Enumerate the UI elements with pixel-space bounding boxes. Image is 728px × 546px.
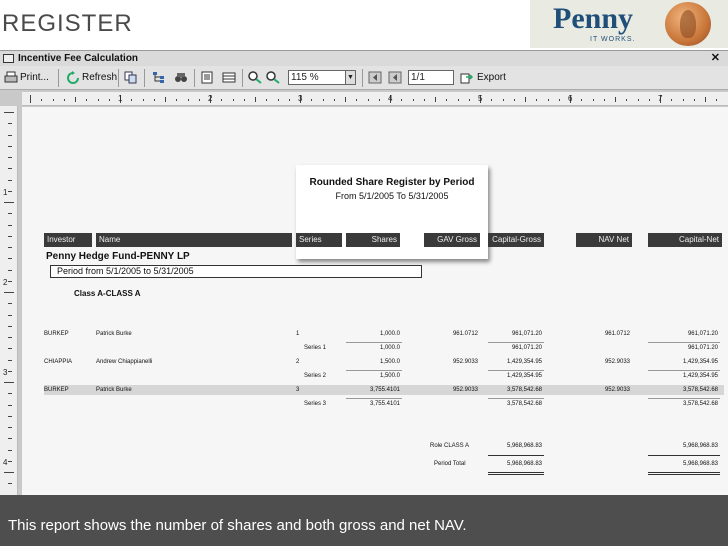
total-rule	[648, 472, 720, 473]
subtotal-rule	[648, 455, 720, 456]
class-label: Class A-CLASS A	[74, 289, 141, 298]
refresh-button[interactable]: Refresh	[82, 72, 118, 83]
register-cell-investor: BURKEP	[44, 387, 69, 393]
ruler-tick	[615, 97, 616, 102]
ruler-tick	[165, 97, 166, 102]
ruler-tick	[8, 270, 12, 271]
ruler-tick	[4, 472, 14, 473]
ruler-number: 3	[298, 94, 303, 103]
window-icon	[3, 54, 14, 63]
register-cell-cap-gross: 3,578,542.68	[506, 401, 542, 407]
register-cell-investor: BURKEP	[44, 331, 69, 337]
series-rule	[648, 370, 720, 371]
ruler-tick	[8, 303, 12, 304]
ruler-tick	[86, 99, 87, 101]
slide-header	[0, 0, 728, 48]
print-icon[interactable]	[4, 71, 18, 84]
ruler-tick	[581, 99, 582, 101]
logo-tagline: IT WORKS.	[590, 36, 636, 43]
ruler-tick	[334, 99, 335, 101]
ruler-tick	[8, 180, 12, 181]
period-label: Period from 5/1/2005 to 5/31/2005	[57, 266, 194, 276]
ruler-tick	[109, 99, 110, 101]
total-rule	[488, 474, 544, 475]
ruler-tick	[8, 438, 12, 439]
caption-bar	[0, 495, 728, 546]
ruler-tick	[491, 99, 492, 101]
ruler-tick	[8, 405, 12, 406]
print-button[interactable]: Print...	[20, 72, 49, 83]
window-title: Incentive Fee Calculation	[18, 53, 139, 64]
total-rule	[488, 472, 544, 473]
ruler-tick	[8, 461, 12, 462]
series-rule	[648, 398, 720, 399]
report-toolbar	[0, 66, 728, 90]
ruler-tick	[446, 99, 447, 101]
register-cell-series: Series 3	[304, 401, 327, 407]
role-capital-net: 5,968,968.83	[682, 443, 718, 449]
period-total-label: Period Total	[434, 461, 466, 467]
ruler-tick	[8, 427, 12, 428]
register-cell-series: 2	[296, 359, 300, 365]
ruler-number: 2	[3, 278, 8, 287]
ruler-tick	[458, 99, 459, 101]
ruler-tick	[8, 258, 12, 259]
toolbar-separator	[58, 69, 59, 87]
ruler-tick	[345, 97, 346, 102]
ruler-tick	[8, 213, 12, 214]
ruler-tick	[4, 292, 14, 293]
series-rule	[346, 370, 402, 371]
ruler-tick	[8, 247, 12, 248]
ruler-tick	[8, 360, 12, 361]
ruler-tick	[8, 337, 12, 338]
ruler-tick	[41, 99, 42, 101]
column-header-nav-net: NAV Net	[576, 233, 632, 247]
register-cell-name: Patrick Burke	[96, 387, 132, 393]
ruler-tick	[536, 99, 537, 101]
page-number-value: 1/1	[411, 72, 425, 83]
toolbar-separator	[362, 69, 363, 87]
ruler-tick	[413, 99, 414, 101]
register-cell-nav: 952.9033	[604, 387, 630, 393]
zoom-out-icon[interactable]	[266, 71, 280, 84]
register-cell-series: 1	[296, 331, 300, 337]
total-capital-gross: 5,968,968.83	[506, 461, 542, 467]
ruler-tick	[131, 99, 132, 101]
ruler-tick	[716, 99, 717, 101]
ruler-number: 6	[568, 94, 573, 103]
ruler-tick	[4, 112, 14, 113]
register-cell-gav: 952.9033	[452, 387, 478, 393]
column-header-shares: Shares	[346, 233, 400, 247]
zoom-value: 115 %	[291, 72, 319, 83]
ruler-tick	[469, 99, 470, 101]
ruler-tick	[8, 191, 12, 192]
total-capital-net: 5,968,968.83	[682, 461, 718, 467]
prev-page-icon[interactable]	[388, 71, 402, 84]
ruler-tick	[671, 99, 672, 101]
ruler-number: 3	[3, 368, 8, 377]
ruler-tick	[323, 99, 324, 101]
zoom-select[interactable]	[288, 70, 356, 85]
series-rule	[346, 398, 402, 399]
ruler-tick	[4, 382, 14, 383]
export-button[interactable]: Export	[477, 72, 506, 83]
register-cell-cap-gross: 3,578,542.68	[506, 387, 542, 393]
horizontal-ruler	[22, 92, 728, 106]
ruler-tick	[98, 99, 99, 101]
ruler-tick	[244, 99, 245, 101]
register-cell-cap-net: 1,429,354.95	[682, 373, 718, 379]
ruler-tick	[188, 99, 189, 101]
column-header-investor: Investor	[44, 233, 92, 247]
window-titlebar	[0, 51, 728, 66]
ruler-tick	[75, 97, 76, 102]
register-cell-cap-gross: 1,429,354.95	[506, 373, 542, 379]
column-header-gav-gross: GAV Gross	[424, 233, 480, 247]
series-rule	[488, 370, 544, 371]
ruler-tick	[626, 99, 627, 101]
ruler-tick	[649, 99, 650, 101]
series-rule	[488, 342, 544, 343]
layout-icon[interactable]	[222, 71, 236, 84]
ruler-tick	[8, 168, 12, 169]
register-cell-cap-gross: 1,429,354.95	[506, 359, 542, 365]
ruler-tick	[53, 99, 54, 101]
ruler-tick	[604, 99, 605, 101]
ruler-tick	[548, 99, 549, 101]
register-cell-series: 3	[296, 387, 300, 393]
tree-icon[interactable]	[152, 71, 166, 84]
register-cell-series: Series 1	[304, 345, 327, 351]
ruler-tick	[154, 99, 155, 101]
register-cell-shares: 3,755.4101	[369, 401, 400, 407]
toolbar-separator	[144, 69, 145, 87]
ruler-tick	[64, 99, 65, 101]
ruler-tick	[8, 393, 12, 394]
register-cell-cap-net: 3,578,542.68	[682, 387, 718, 393]
ruler-tick	[8, 225, 12, 226]
ruler-tick	[8, 315, 12, 316]
report-viewer-window	[0, 50, 728, 495]
column-header-series: Series	[296, 233, 342, 247]
report-page	[22, 107, 728, 496]
fund-name: Penny Hedge Fund-PENNY LP	[46, 251, 190, 262]
ruler-tick	[8, 483, 12, 484]
ruler-tick	[593, 99, 594, 101]
role-class-label: Role CLASS A	[430, 443, 470, 449]
ruler-tick	[255, 97, 256, 102]
close-icon[interactable]: ✕	[710, 52, 720, 64]
first-page-icon[interactable]	[368, 71, 382, 84]
ruler-tick	[199, 99, 200, 101]
subtotal-rule	[488, 455, 544, 456]
column-header-capital-net: Capital-Net	[648, 233, 722, 247]
column-header-name: Name	[96, 233, 292, 247]
ruler-tick	[143, 99, 144, 101]
toolbar-separator	[118, 69, 119, 87]
ruler-tick	[8, 157, 12, 158]
zoom-in-icon[interactable]	[248, 71, 262, 84]
register-cell-cap-net: 3,578,542.68	[682, 401, 718, 407]
ruler-tick	[266, 99, 267, 101]
ruler-tick	[8, 123, 12, 124]
ruler-tick	[559, 99, 560, 101]
register-cell-name: Patrick Burke	[96, 331, 132, 337]
binoculars-icon[interactable]	[174, 71, 188, 84]
column-header-capital-gross: Capital-Gross	[488, 233, 544, 247]
ruler-tick	[8, 326, 12, 327]
ruler-number: 1	[3, 188, 8, 197]
refresh-icon[interactable]	[66, 71, 80, 84]
ruler-number: 7	[658, 94, 663, 103]
register-cell-nav: 952.9033	[604, 359, 630, 365]
register-cell-cap-gross: 961,071.20	[511, 331, 542, 337]
ruler-tick	[289, 99, 290, 101]
ruler-tick	[424, 99, 425, 101]
register-cell-name: Andrew Chiappianelli	[96, 359, 153, 365]
register-cell-cap-net: 1,429,354.95	[682, 359, 718, 365]
ruler-tick	[30, 95, 31, 103]
report-date-range: From 5/1/2005 To 5/31/2005	[335, 191, 449, 201]
ruler-tick	[705, 97, 706, 102]
toolbar-separator	[242, 69, 243, 87]
ruler-tick	[8, 371, 12, 372]
register-cell-shares: 1,000.0	[379, 331, 400, 337]
ruler-tick	[368, 99, 369, 101]
ruler-number: 4	[388, 94, 393, 103]
register-cell-series: Series 2	[304, 373, 327, 379]
ruler-number: 4	[3, 458, 8, 467]
coin-portrait-icon	[680, 10, 696, 38]
series-rule	[648, 342, 720, 343]
ruler-tick	[8, 416, 12, 417]
vertical-ruler	[0, 106, 18, 496]
register-cell-cap-gross: 961,071.20	[511, 345, 542, 351]
register-cell-nav: 961.0712	[604, 331, 630, 337]
ruler-tick	[525, 97, 526, 102]
ruler-tick	[233, 99, 234, 101]
register-cell-shares: 1,000.0	[379, 345, 400, 351]
ruler-tick	[8, 281, 12, 282]
chevron-down-icon[interactable]: ▼	[345, 71, 355, 84]
slide-title: REGISTER	[2, 10, 133, 37]
register-cell-investor: CHIAPPIA	[44, 359, 73, 365]
ruler-tick	[4, 202, 14, 203]
register-cell-shares: 1,500.0	[379, 373, 400, 379]
register-cell-gav: 961.0712	[452, 331, 478, 337]
ruler-tick	[514, 99, 515, 101]
page-setup-icon[interactable]	[200, 71, 214, 84]
report-title: Rounded Share Register by Period	[309, 177, 475, 188]
register-cell-cap-net: 961,071.20	[687, 345, 718, 351]
copy-icon[interactable]	[124, 71, 138, 84]
ruler-number: 1	[118, 94, 123, 103]
ruler-tick	[379, 99, 380, 101]
ruler-number: 5	[478, 94, 483, 103]
toolbar-separator	[194, 69, 195, 87]
register-cell-shares: 1,500.0	[379, 359, 400, 365]
ruler-tick	[8, 348, 12, 349]
series-rule	[346, 342, 402, 343]
caption-text: This report shows the number of shares and both gross and net NAV.	[8, 517, 467, 534]
export-icon[interactable]	[460, 71, 474, 84]
ruler-tick	[694, 99, 695, 101]
register-cell-shares: 3,755.4101	[369, 387, 400, 393]
register-cell-cap-net: 961,071.20	[687, 331, 718, 337]
ruler-tick	[401, 99, 402, 101]
ruler-tick	[176, 99, 177, 101]
total-rule	[648, 474, 720, 475]
ruler-number: 2	[208, 94, 213, 103]
ruler-tick	[8, 450, 12, 451]
ruler-tick	[503, 99, 504, 101]
ruler-tick	[8, 236, 12, 237]
series-rule	[488, 398, 544, 399]
ruler-tick	[311, 99, 312, 101]
ruler-tick	[638, 99, 639, 101]
ruler-tick	[8, 146, 12, 147]
ruler-tick	[356, 99, 357, 101]
logo-wordmark: Penny	[553, 2, 634, 35]
ruler-tick	[8, 135, 12, 136]
period-box	[50, 265, 422, 278]
role-capital-gross: 5,968,968.83	[506, 443, 542, 449]
ruler-tick	[683, 99, 684, 101]
page-number-field[interactable]	[408, 70, 454, 85]
register-cell-gav: 952.9033	[452, 359, 478, 365]
ruler-tick	[221, 99, 222, 101]
ruler-tick	[278, 99, 279, 101]
ruler-tick	[435, 97, 436, 102]
